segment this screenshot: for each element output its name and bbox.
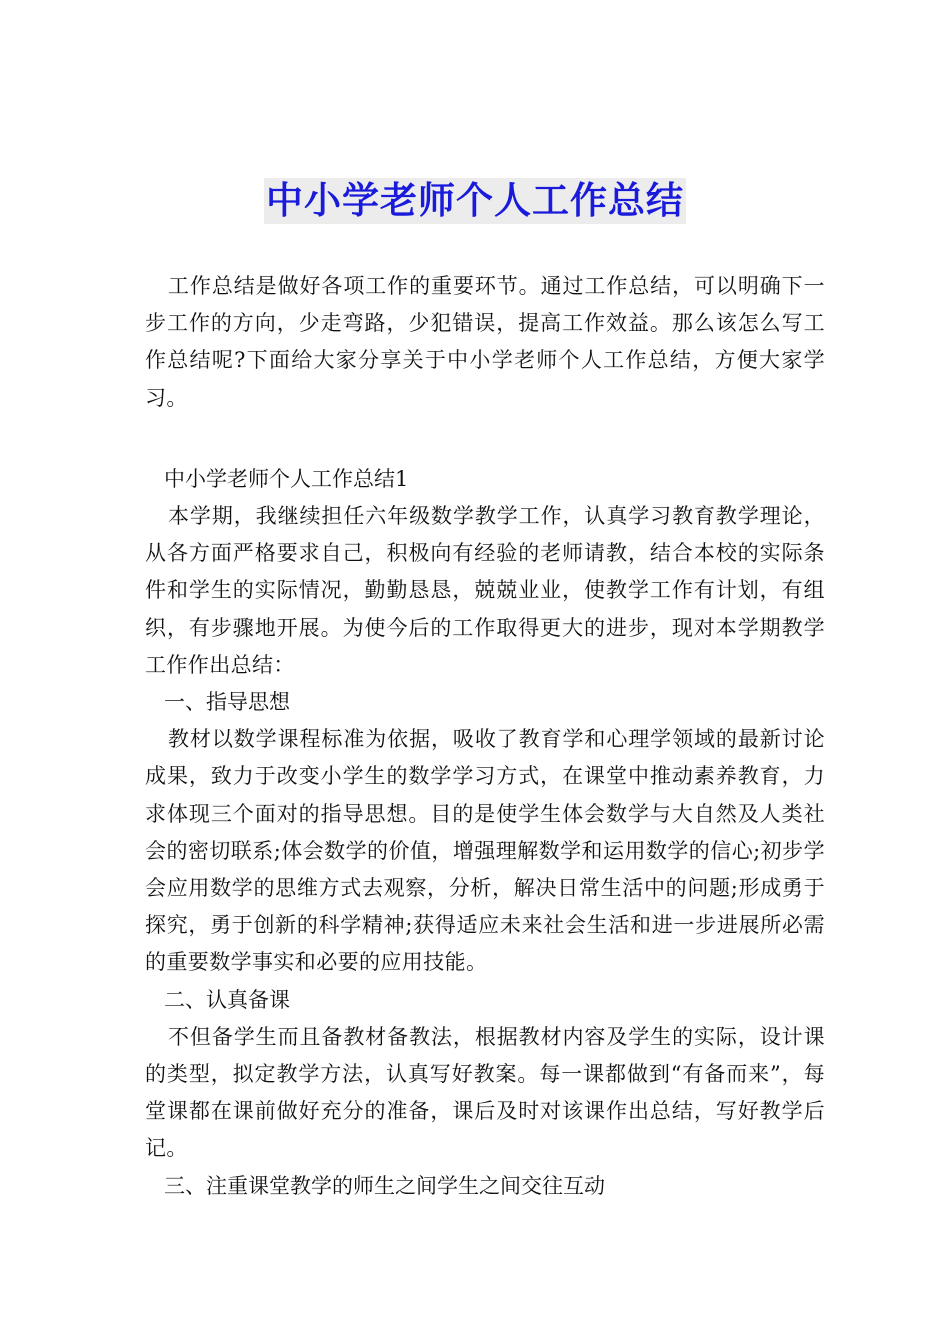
- intro-paragraph: 工作总结是做好各项工作的重要环节。通过工作总结，可以明确下一步工作的方向，少走弯路，少犯错误，提高工作效益。那么该怎么写工作总结呢?下面给大家分享关于中小学老师个人工作总结，方便大家学习。: [145, 274, 825, 410]
- body-paragraph: 教材以数学课程标准为依据，吸收了教育学和心理学领域的最新讨论成果，致力于改变小学生的数学学习方式，在课堂中推动素养教育，力求体现三个面对的指导思想。目的是使学生体会数学与大自然及人类社会的密切联系;体会数学的价值，增强理解数学和运用数学的信心;初步学会应用数学的思维方式去观察，分析，解决日常生活中的问题;形成勇于探究，勇于创新的科学精神;获得适应未来社会生活和进一步进展所必需的重要数学事实和必要的应用技能。: [145, 727, 825, 975]
- document-title: 中小学老师个人工作总结: [266, 179, 684, 222]
- body-paragraph: 本学期，我继续担任六年级数学教学工作，认真学习教育教学理论，从各方面严格要求自己，积极向有经验的老师请教，结合本校的实际条件和学生的实际情况，勤勤恳恳，兢兢业业，使教学工作有计划，有组织，有步骤地开展。为使今后的工作取得更大的进步，现对本学期教学工作作出总结：: [145, 504, 825, 677]
- section-title: 中小学老师个人工作总结1: [164, 466, 409, 491]
- paragraph-spacer: [145, 417, 825, 461]
- title-container: [0, 178, 950, 224]
- document-body: [145, 268, 825, 1205]
- subheading-lesson-preparation: 二、认真备课: [164, 987, 290, 1012]
- body-paragraph: 不但备学生而且备教材备教法，根据教材内容及学生的实际，设计课的类型，拟定教学方法，认真写好教案。每一课都做到“有备而来”，每堂课都在课前做好充分的准备，课后及时对该课作出总结，写好教学后记。: [145, 1024, 825, 1161]
- subheading-guiding-ideology: 一、指导思想: [164, 690, 290, 715]
- subheading-classroom-interaction: 三、注重课堂教学的师生之间学生之间交往互动: [164, 1173, 605, 1198]
